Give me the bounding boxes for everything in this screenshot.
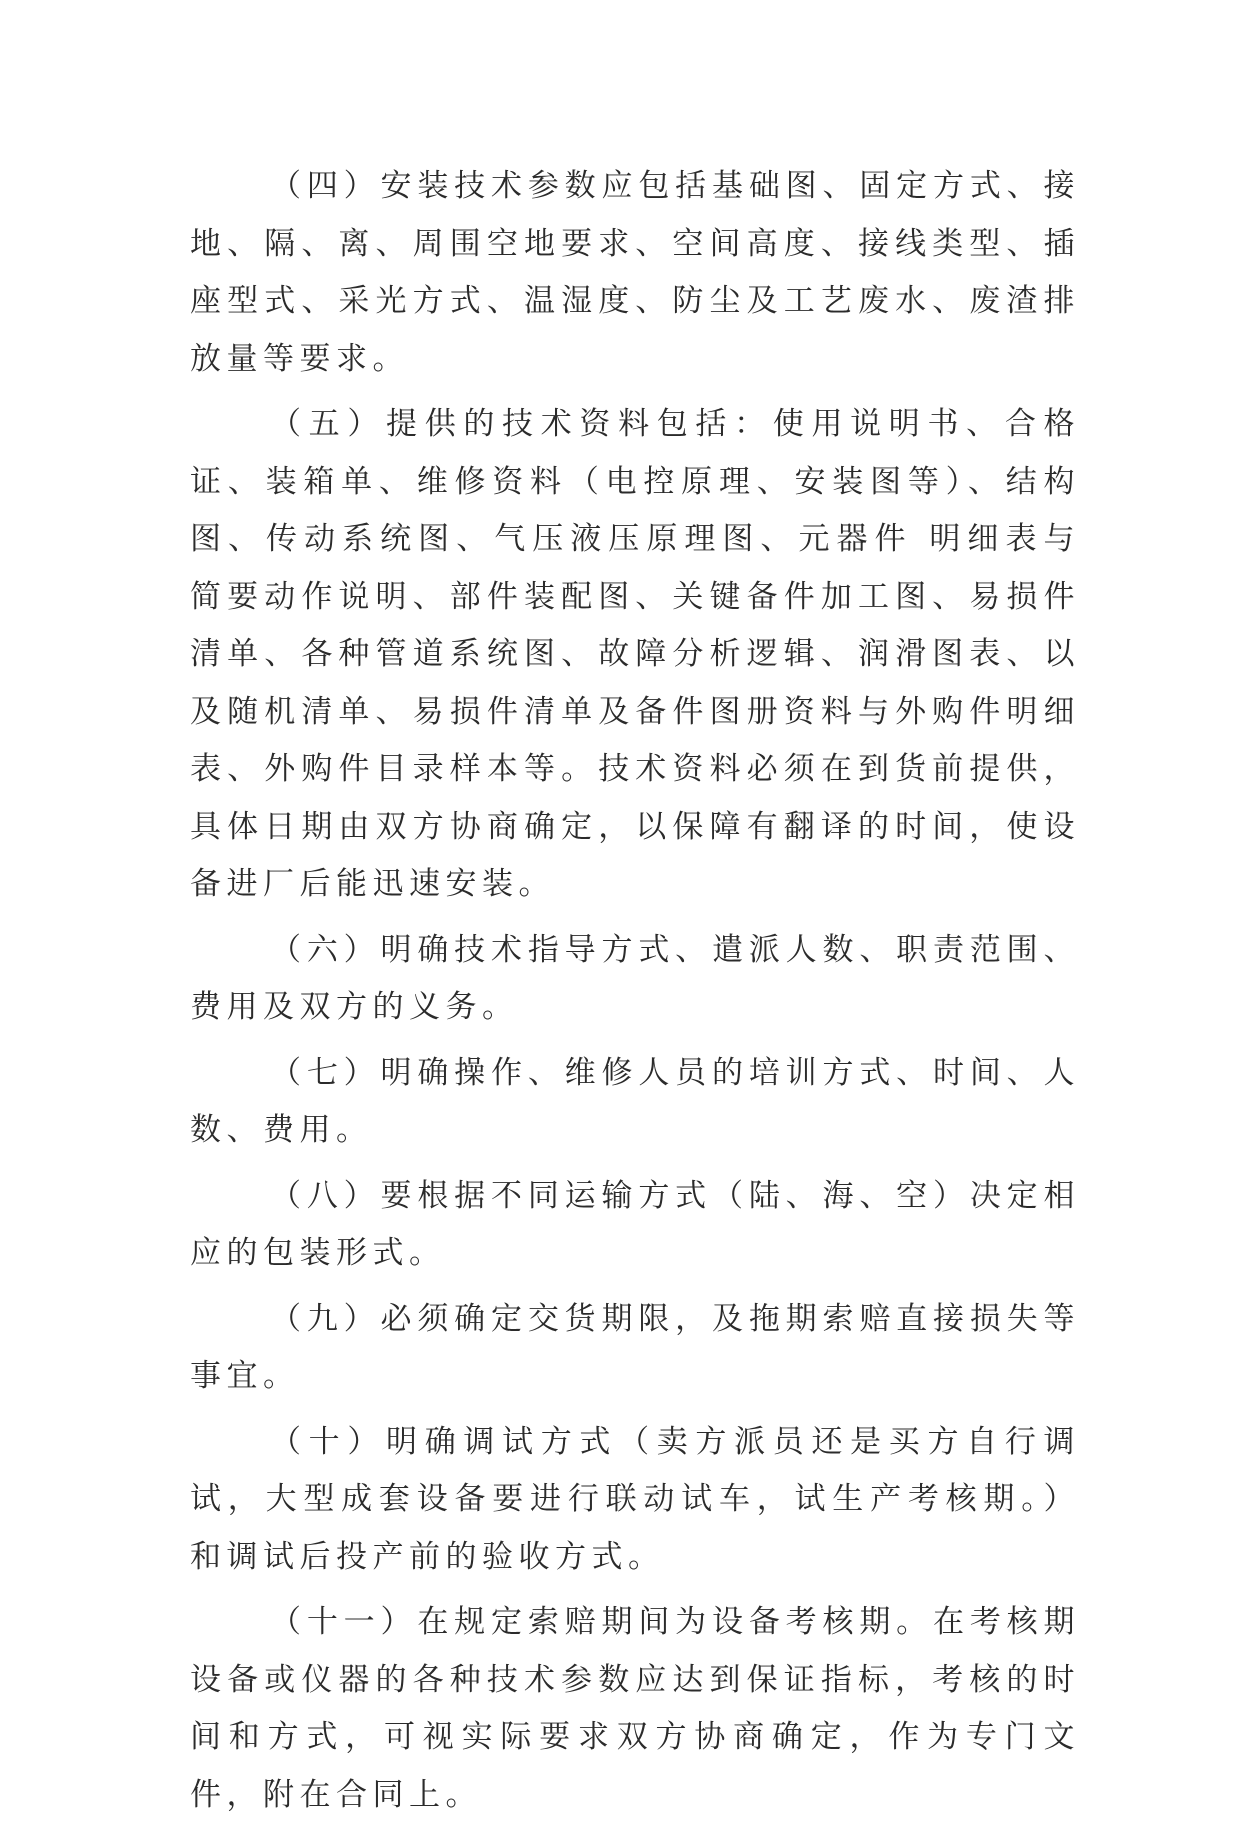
- document-body: [190, 158, 1080, 1832]
- paragraph-6: （六）明确技术指导方式、遣派人数、职责范围、费用及双方的义务。: [190, 931, 1080, 1025]
- paragraph-8: （八）要根据不同运输方式（陆、海、空）决定相应的包装形式。: [190, 1177, 1080, 1271]
- paragraph-9: （九）必须确定交货期限，及拖期索赔直接损失等事宜。: [190, 1300, 1080, 1394]
- paragraph-10: （十）明确调试方式（卖方派员还是买方自行调试，大型成套设备要进行联动试车，试生产考核期。）和调试后投产前的验收方式。: [190, 1423, 1080, 1575]
- paragraph-4: （四）安装技术参数应包括基础图、固定方式、接地、隔、离、周围空地要求、空间高度、接线类型、插座型式、采光方式、温湿度、防尘及工艺废水、废渣排放量等要求。: [190, 168, 1080, 377]
- paragraph-5: （五）提供的技术资料包括：使用说明书、合格证、装箱单、维修资料（电控原理、安装图等）、结构图、传动系统图、气压液压原理图、元器件 明细表与简要动作说明、部件装配图、关键备件加工图、易损件清单、各种管道系统图、故障分析逻辑、润滑图表、以及随机清单、易损件清单及备件图册资料与外购件明细表、外购件目录样本等。技术资料必须在到货前提供，具体日期由双方协商确定，以保障有翻译的时间，使设备进厂后能迅速安装。: [190, 406, 1080, 902]
- paragraph-7: （七）明确操作、维修人员的培训方式、时间、人数、费用。: [190, 1054, 1080, 1148]
- paragraph-11: （十一）在规定索赔期间为设备考核期。在考核期设备或仪器的各种技术参数应达到保证指标，考核的时间和方式，可视实际要求双方协商确定，作为专门文件，附在合同上。: [190, 1604, 1080, 1813]
